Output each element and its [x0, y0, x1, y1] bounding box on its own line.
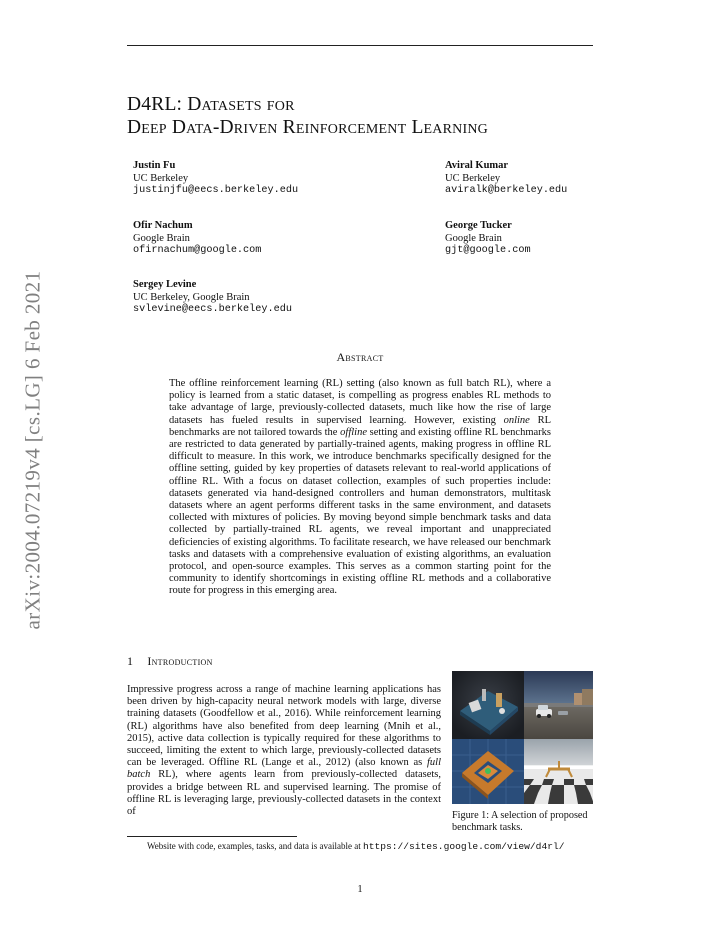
figure-panel-antmaze: [452, 739, 524, 804]
author-affiliation: Google Brain: [445, 232, 502, 244]
maze-block-image: [452, 671, 524, 739]
abstract-body: [169, 378, 551, 598]
author-email[interactable]: aviralk@berkeley.edu: [445, 185, 568, 197]
abstract-emphasis: online: [503, 414, 530, 426]
author-block: [133, 160, 298, 198]
arxiv-stamp[interactable]: arXiv:2004.07219v4 [cs.LG] 6 Feb 2021: [20, 270, 45, 630]
page-number: 1: [357, 884, 363, 895]
author-email[interactable]: svlevine@eecs.berkeley.edu: [133, 304, 292, 316]
intro-paragraph: [127, 684, 441, 818]
intro-emphasis: full batch: [127, 757, 441, 781]
abstract-text: The offline reinforcement learning (RL) setting (also known as full batch RL), where a policy is learned from a static dataset, is compelling as progress enables RL methods to take advantage of large, previously-collected datasets, much like how the rise of large datasets has fueled results in supervised learning. However, existing: [169, 378, 551, 426]
section-number: 1: [127, 654, 134, 668]
driving-image: [524, 671, 593, 739]
header-rule: [127, 45, 593, 46]
title-line-2: Deep Data-Driven Reinforcement Learning: [127, 117, 488, 138]
footnote-url-link[interactable]: https://sites.google.com/view/d4rl/: [362, 841, 565, 852]
figure-panel-locomotion: [524, 739, 593, 804]
abstract-emphasis: offline: [340, 426, 367, 438]
author-email[interactable]: gjt@google.com: [445, 245, 531, 257]
footnote-rule: [127, 836, 297, 837]
footnote: [127, 841, 595, 852]
figure-panel-driving: [524, 671, 593, 739]
figure-panel-maze-block: [452, 671, 524, 739]
author-block: [445, 220, 531, 258]
section-title: Introduction: [147, 654, 213, 668]
author-name: George Tucker: [445, 220, 512, 231]
author-affiliation: Google Brain: [133, 232, 190, 244]
intro-text: Impressive progress across a range of machine learning applications has been driven by high-capacity neural network models with large, diverse training datasets (Goodfellow et al., 2016). While reinforcement learning (RL) algorithms have also benefited from deep learning (Mnih et al., 2015), active data collection is typically required for these algorithms to succeed, limiting the extent to which large, previously-collected datasets can be leveraged. Offline RL (Lange et al., 2012) (also known as: [127, 684, 441, 769]
figure-benchmark-tasks: [452, 671, 593, 804]
author-block: [133, 220, 261, 258]
footnote-text: Website with code, examples, tasks, and data is available at: [147, 841, 363, 851]
author-name: Justin Fu: [133, 160, 176, 171]
antmaze-image: [452, 739, 524, 804]
author-affiliation: UC Berkeley: [133, 172, 189, 184]
abstract-text: RL benchmarks are not tailored towards the: [169, 414, 552, 438]
figure-caption: Figure 1: A selection of proposed benchmark tasks.: [452, 810, 588, 833]
author-email[interactable]: ofirnachum@google.com: [133, 245, 262, 257]
author-name: Ofir Nachum: [133, 220, 193, 231]
author-block: [445, 160, 567, 198]
locomotion-image: [524, 739, 593, 804]
author-affiliation: UC Berkeley: [445, 172, 501, 184]
author-block: [133, 279, 292, 317]
author-email[interactable]: justinjfu@eecs.berkeley.edu: [133, 185, 299, 197]
author-name: Sergey Levine: [133, 279, 197, 290]
intro-text: RL), where agents learn from previously-collected datasets, provides a bridge between RL and supervised learning. The promise of offline RL is leveraging large, previously-collected datasets in the context of: [127, 769, 441, 818]
abstract-heading: Abstract: [336, 350, 384, 364]
author-affiliation: UC Berkeley, Google Brain: [133, 291, 250, 303]
section-heading-introduction: [127, 654, 213, 669]
author-name: Aviral Kumar: [445, 160, 509, 171]
abstract-text: setting and existing offline RL benchmarks are restricted to data generated by partially-trained agents, making progress in offline RL difficult to measure. In this work, we introduce benchmarks specifically designed for the offline setting, guided by key properties of datasets relevant to real-world applications of offline RL. With a focus on dataset collection, examples of such properties include: datasets generated via hand-designed controllers and human demonstrators, multitask datasets where an agent performs different tasks in the same environment, and datasets collected with mixtures of policies. By moving beyond simple benchmark tasks and data collected by partially-trained RL agents, we reveal important and unappreciated deficiencies of existing algorithms. To facilitate research, we have released our benchmark tasks and datasets with a comprehensive evaluation of existing algorithms, an evaluation protocol, and open-source examples. This serves as a common starting point for the community to identify shortcomings in existing offline RL methods and a collaborative route for progress in this emerging area.: [169, 426, 552, 597]
title-line-1: D4RL: Datasets for: [127, 94, 295, 115]
paper-title: [127, 93, 488, 139]
